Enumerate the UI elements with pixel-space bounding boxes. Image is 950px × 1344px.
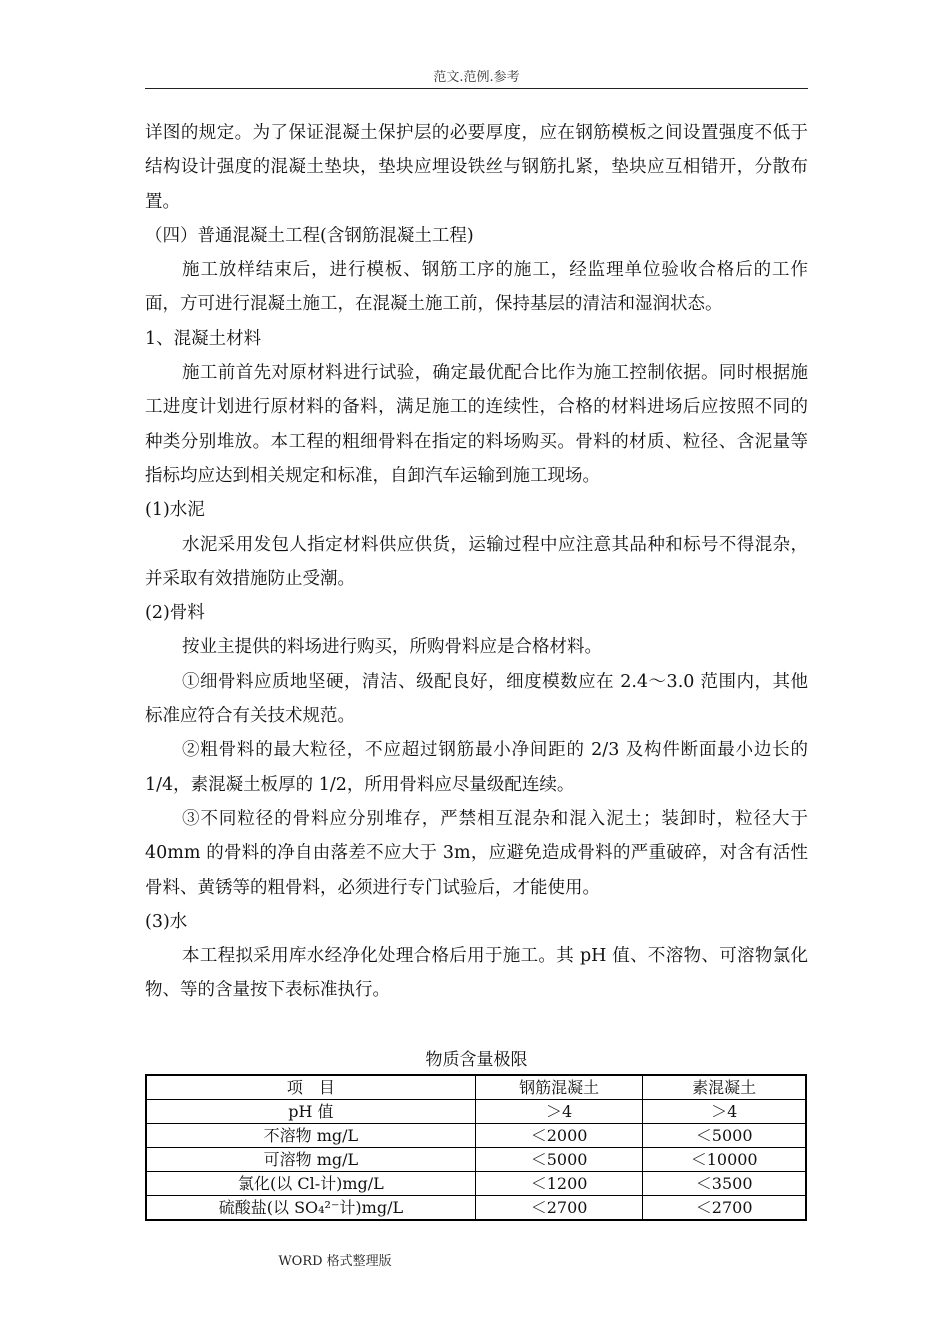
- document-body: [145, 116, 808, 1008]
- paragraph-1: 详图的规定。为了保证混凝土保护层的必要厚度，应在钢筋模板之间设置强度不低于结构设计强度的混凝土垫块，垫块应埋设铁丝与钢筋扎紧，垫块应互相错开，分散布置。: [145, 123, 808, 212]
- table-cell: ＜2700: [475, 1196, 642, 1221]
- table-cell: 可溶物 mg/L: [146, 1148, 475, 1172]
- paragraph-10: ①细骨料应质地坚硬，清洁、级配良好，细度模数应在 2.4～3.0 范围内，其他标准应符合有关技术规范。: [145, 671, 808, 727]
- table-cell: 不溶物 mg/L: [146, 1124, 475, 1148]
- table-cell: 硫酸盐(以 SO₄²⁻计)mg/L: [146, 1196, 475, 1221]
- paragraph-9: 按业主提供的料场进行购买，所购骨料应是合格材料。: [182, 637, 602, 658]
- table-row: [146, 1148, 806, 1172]
- paragraph-11: ②粗骨料的最大粒径，不应超过钢筋最小净间距的 2/3 及构件断面最小边长的 1/4，素混凝土板厚的 1/2，所用骨料应尽量级配连续。: [145, 740, 808, 795]
- paragraph-7: 水泥采用发包人指定材料供应供货，运输过程中应注意其品种和标号不得混杂，并采取有效措施防止受潮。: [145, 534, 808, 589]
- table-cell: 氯化(以 Cl-计)mg/L: [146, 1172, 475, 1196]
- section-heading-4: （四）普通混凝土工程(含钢筋混凝土工程): [145, 225, 474, 246]
- paragraph-12: ③不同粒径的骨料应分别堆存，严禁相互混杂和混入泥土；装卸时，粒径大于 40mm 的骨料的净自由落差不应大于 3m，应避免造成骨料的严重破碎，对含有活性骨料、黄锈等的粗骨料，必须进行专门试验后，才能使用。: [145, 808, 808, 898]
- table-title: 物质含量极限: [425, 1050, 528, 1070]
- paragraph-5: 施工前首先对原材料进行试验，确定最优配合比作为施工控制依据。同时根据施工进度计划进行原材料的备料，满足施工的连续性，合格的材料进场后应按照不同的种类分别堆放。本工程的粗细骨料在指定的料场购买。骨料的材质、粒径、含泥量等指标均应达到相关规定和标准，自卸汽车运输到施工现场。: [145, 363, 808, 486]
- table-header-cell: 项 目: [146, 1075, 475, 1100]
- page-footer: WORD 格式整理版: [278, 1254, 392, 1269]
- subsection-heading-1: 1、混凝土材料: [145, 328, 262, 349]
- item-heading-aggregate: (2)骨料: [145, 603, 205, 624]
- table-cell: ＜5000: [475, 1148, 642, 1172]
- table-cell: ＞4: [475, 1100, 642, 1124]
- table-cell: ＜3500: [643, 1172, 806, 1196]
- page-header: 范文.范例.参考: [433, 70, 520, 85]
- paragraph-3: 施工放样结束后，进行模板、钢筋工序的施工，经监理单位验收合格后的工作面，方可进行混凝土施工，在混凝土施工前，保持基层的清洁和湿润状态。: [145, 260, 808, 315]
- table-header-row: [146, 1075, 806, 1100]
- table-row: [146, 1100, 806, 1124]
- table-cell: ＜2700: [643, 1196, 806, 1221]
- table-cell: ＜1200: [475, 1172, 642, 1196]
- table-cell: pH 值: [146, 1100, 475, 1124]
- header-divider: [145, 88, 808, 89]
- table-cell: ＜10000: [643, 1148, 806, 1172]
- item-heading-water: (3)水: [145, 911, 188, 932]
- table-row: [146, 1196, 806, 1221]
- table-row: [146, 1172, 806, 1196]
- table-row: [146, 1124, 806, 1148]
- table-header-cell: 素混凝土: [643, 1075, 806, 1100]
- paragraph-14: 本工程拟采用库水经净化处理合格后用于施工。其 pH 值、不溶物、可溶物氯化物、等的含量按下表标准执行。: [145, 946, 808, 1001]
- substance-limits-table: [145, 1074, 807, 1221]
- table-cell: ＜2000: [475, 1124, 642, 1148]
- table-cell: ＞4: [643, 1100, 806, 1124]
- table-header-cell: 钢筋混凝土: [475, 1075, 642, 1100]
- table-cell: ＜5000: [643, 1124, 806, 1148]
- item-heading-cement: (1)水泥: [145, 500, 205, 521]
